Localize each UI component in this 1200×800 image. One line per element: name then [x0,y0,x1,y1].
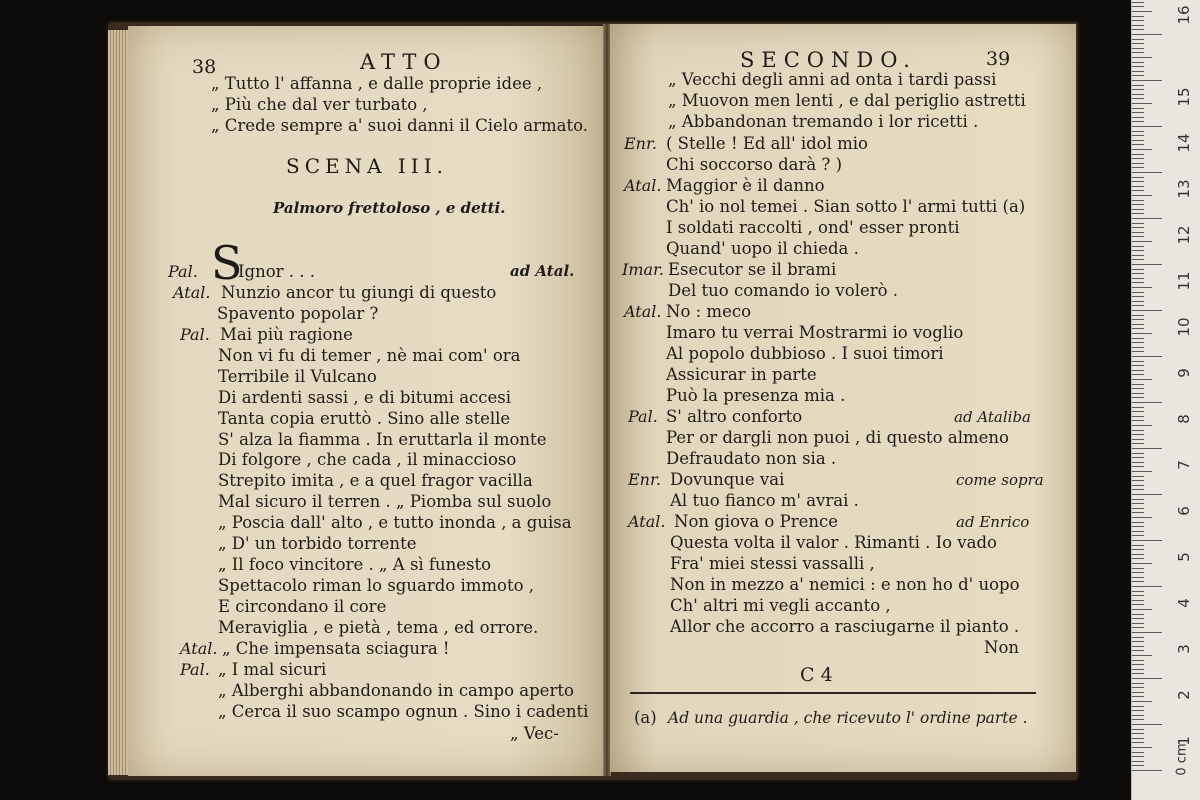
ruler-tick [1132,476,1144,477]
verse-line: „ Più che dal ver turbato , [211,95,428,114]
ruler-tick [1132,402,1162,403]
speaker-imar: Imar. [622,260,665,279]
ruler-tick [1132,724,1162,725]
ruler-tick [1132,57,1152,58]
ruler-tick [1132,742,1144,743]
verse-line: „ Vecchi degli anni ad onta i tardi passi [668,70,997,89]
ruler-tick [1132,250,1144,251]
ruler-tick [1132,738,1144,739]
stage-aside: come sopra [956,471,1044,489]
ruler-tick [1132,462,1144,463]
ruler-tick [1132,190,1144,191]
verse-line: E circondano il core [218,597,387,616]
ruler-tick [1132,269,1144,270]
ruler-tick [1132,756,1144,757]
ruler-tick [1132,319,1144,320]
footnote-marker: (a) [634,708,657,727]
verse-line: Defraudato non sia . [666,449,837,468]
catchword: „ Vec- [510,724,559,743]
speaker-atal: Atal. [624,176,662,195]
ruler-tick [1132,761,1144,762]
ruler-tick [1132,770,1162,771]
stage-aside: ad Enrico [956,513,1030,531]
ruler-tick [1132,213,1144,214]
ruler-tick [1132,365,1144,366]
ruler-tick [1132,34,1162,35]
ruler-tick [1132,379,1152,380]
ruler-tick [1132,218,1162,219]
ruler-tick [1132,108,1144,109]
ruler-tick [1132,752,1144,753]
ruler-tick [1132,494,1162,495]
ruler-tick [1132,393,1144,394]
ruler-tick [1132,646,1144,647]
ruler-tick [1132,80,1162,81]
verse-line: Questa volta il valor . Rimanti . Io vado [670,533,997,552]
ruler-tick [1132,177,1144,178]
verse-line: ( Stelle ! Ed all' idol mio [666,134,868,153]
ruler-tick [1132,719,1144,720]
ruler-tick [1132,609,1152,610]
verse-line: Esecutor se il brami [668,260,837,279]
ruler-tick [1132,549,1144,550]
ruler-tick [1132,62,1144,63]
verse-line: Per or dargli non puoi , di questo almeno [666,428,1009,447]
ruler-tick [1132,75,1144,76]
ruler-tick [1132,347,1144,348]
ruler-tick [1132,135,1144,136]
ruler-number: 15 [1175,87,1193,107]
ruler-tick [1132,48,1144,49]
verse-line: Allor che accorro a rasciugarne il pianto . [670,617,1020,636]
speaker-enr: Enr. [628,470,661,489]
verse-line: Di ardenti sassi , e di bitumi accesi [218,388,512,407]
ruler-tick [1132,696,1144,697]
ruler-tick [1132,531,1144,532]
verse-line: „ Tutto l' affanna , e dalle proprie idee , [211,74,543,93]
ruler-tick [1132,43,1144,44]
ruler-tick [1132,655,1152,656]
ruler-tick [1132,416,1144,417]
ruler-tick [1132,126,1162,127]
ruler-tick [1132,374,1144,375]
verse-line: „ Il foco vincitore . „ A sì funesto [218,555,492,574]
verse-line: „ Alberghi abbandonando in campo aperto [218,681,574,700]
ruler-tick [1132,572,1144,573]
ruler-tick [1132,660,1144,661]
ruler-tick [1132,715,1144,716]
ruler-tick [1132,443,1144,444]
ruler-number: 1 [1175,736,1193,746]
verse-line: Maggior è il danno [666,176,825,195]
ruler-number: 3 [1175,644,1193,654]
ruler-number: 9 [1175,368,1193,378]
ruler-number: 7 [1175,460,1193,470]
ruler-tick [1132,683,1144,684]
verse-line: Quand' uopo il chieda . [666,239,859,258]
ruler-tick [1132,577,1144,578]
ruler-tick [1132,457,1144,458]
ruler-tick [1132,342,1144,343]
verse-line: S' alza la fiamma . In eruttarla il monte [218,430,547,449]
ruler-tick [1132,236,1144,237]
ruler-tick [1132,632,1162,633]
ruler-tick [1132,701,1152,702]
verse-line: Non giova o Prence [674,512,838,531]
ruler-tick [1132,614,1144,615]
speaker-pal: Pal. [180,325,210,344]
footnote-text: Ad una guardia , che ricevuto l' ordine parte . [668,709,1028,727]
ruler-tick [1132,568,1144,569]
ruler-tick [1132,131,1144,132]
ruler-tick [1132,163,1144,164]
right-page [610,24,1076,772]
ruler-tick [1132,2,1144,3]
ruler-tick [1132,273,1144,274]
verse-line: Mal sicuro il terren . „ Piomba sul suolo [218,492,552,511]
ruler-unit-label: 0 cm [1174,743,1190,776]
ruler-tick [1132,623,1144,624]
ruler-number: 10 [1175,317,1193,337]
verse-line: „ D' un torbido torrente [218,534,417,553]
verse-line: S' altro conforto [666,407,803,426]
ruler-tick [1132,6,1144,7]
ruler-tick [1132,439,1144,440]
ruler-tick [1132,600,1144,601]
verse-line: Può la presenza mia . [666,386,846,405]
ruler-tick [1132,466,1144,467]
ruler-tick [1132,637,1144,638]
ruler-tick [1132,259,1144,260]
ruler-tick [1132,706,1144,707]
ruler-tick [1132,687,1144,688]
ruler-tick [1132,453,1144,454]
ruler-tick [1132,586,1162,587]
ruler-tick [1132,140,1144,141]
ruler-tick [1132,361,1144,362]
ruler-number: 6 [1175,506,1193,516]
ruler-tick [1132,227,1144,228]
stage-aside: ad Atal. [510,262,575,280]
ruler-tick [1132,158,1144,159]
ruler-tick [1132,425,1152,426]
ruler-tick [1132,121,1144,122]
ruler-tick [1132,673,1144,674]
verse-line: „ Abbandonan tremando i lor ricetti . [668,112,979,131]
ruler-tick [1132,388,1144,389]
ruler-tick [1132,434,1144,435]
ruler-number: 13 [1175,179,1193,199]
verse-line: Al popolo dubbioso . I suoi timori [666,344,944,363]
ruler-tick [1132,66,1144,67]
ruler-tick [1132,678,1162,679]
verse-line: „ Muovon men lenti , e dal periglio astretti [668,91,1026,110]
verse-line: Dovunque vai [670,470,785,489]
left-running-head: ATTO [360,50,448,74]
verse-line: „ I mal sicuri [218,660,327,679]
catchword: Non [984,638,1019,657]
ruler-tick [1132,117,1144,118]
ruler-tick [1132,512,1144,513]
ruler-tick [1132,351,1144,352]
verse-line: Chi soccorso darà ? ) [666,155,843,174]
ruler-tick [1132,278,1144,279]
verse-line: Ch' io nol temei . Sian sotto l' armi tutti (a) [666,197,1026,216]
ruler-tick [1132,255,1144,256]
ruler-tick [1132,558,1144,559]
ruler-tick [1132,729,1144,730]
ruler-tick [1132,29,1144,30]
verse-line: Fra' miei stessi vassalli , [670,554,875,573]
ruler-tick [1132,733,1144,734]
ruler-tick [1132,338,1144,339]
ruler-tick [1132,430,1144,431]
verse-line: Ch' altri mi vegli accanto , [670,596,891,615]
ruler-tick [1132,485,1144,486]
verse-line: Di folgore , che cada , il minaccioso [218,450,517,469]
left-page-number: 38 [192,56,217,78]
ruler-tick [1132,209,1144,210]
ruler-tick [1132,563,1152,564]
ruler-tick [1132,448,1162,449]
ruler-tick [1132,627,1144,628]
drop-cap: S [211,236,243,290]
ruler-tick [1132,112,1144,113]
ruler-tick [1132,103,1152,104]
ruler-tick [1132,324,1144,325]
ruler-tick [1132,305,1144,306]
verse-line: Nunzio ancor tu giungi di questo [221,283,497,302]
verse-line: I soldati raccolti , ond' esser pronti [666,218,960,237]
verse-line: No : meco [666,302,752,321]
ruler-tick [1132,503,1144,504]
stage-direction: Palmoro frettoloso , e detti. [273,199,506,217]
ruler-tick [1132,172,1162,173]
ruler-tick [1132,98,1144,99]
ruler-tick [1132,397,1144,398]
ruler-tick [1132,223,1144,224]
measuring-ruler [1131,0,1200,800]
ruler-number: 14 [1175,133,1193,153]
ruler-tick [1132,517,1152,518]
ruler-tick [1132,195,1152,196]
ruler-tick [1132,144,1144,145]
ruler-tick [1132,710,1144,711]
ruler-tick [1132,650,1144,651]
ruler-tick [1132,545,1144,546]
speaker-atal: Atal. [624,302,662,321]
ruler-tick [1132,246,1144,247]
ruler-tick [1132,282,1144,283]
speaker-atal: Atal. [173,283,211,302]
ruler-tick [1132,540,1162,541]
ruler-tick [1132,526,1144,527]
ruler-tick [1132,52,1144,53]
ruler-tick [1132,595,1144,596]
ruler-tick [1132,333,1152,334]
ruler-tick [1132,89,1144,90]
ruler-tick [1132,581,1144,582]
ruler-number: 11 [1175,271,1193,291]
verse-line: Tanta copia eruttò . Sino alle stelle [218,409,511,428]
ruler-tick [1132,747,1152,748]
ruler-tick [1132,669,1144,670]
verse-line: Al tuo fianco m' avrai . [670,491,859,510]
ruler-tick [1132,664,1144,665]
ruler-tick [1132,39,1144,40]
footnote-rule [630,692,1036,694]
ruler-tick [1132,204,1144,205]
ruler-tick [1132,301,1144,302]
ruler-tick [1132,471,1152,472]
ruler-tick [1132,480,1144,481]
ruler-number: 4 [1175,598,1193,608]
ruler-tick [1132,499,1144,500]
speaker-enr: Enr. [624,134,657,153]
verse-line: „ Cerca il suo scampo ognun . Sino i cadenti [218,702,589,721]
ruler-tick [1132,604,1144,605]
verse-line: Meraviglia , e pietà , tema , ed orrore. [218,618,539,637]
ruler-tick [1132,11,1152,12]
ruler-number: 12 [1175,225,1193,245]
verse-line: „ Che impensata sciagura ! [222,639,450,658]
ruler-tick [1132,591,1144,592]
ruler-tick [1132,384,1144,385]
scene-title: SCENA III. [286,154,448,178]
ruler-tick [1132,489,1144,490]
ruler-tick [1132,296,1144,297]
ruler-tick [1132,522,1144,523]
ruler-tick [1132,264,1162,265]
ruler-tick [1132,641,1144,642]
ruler-number: 16 [1175,5,1193,25]
verse-line: Strepito imita , e a quel fragor vacilla [218,471,533,490]
verse-line: Non vi fu di temer , nè mai com' ora [218,346,521,365]
speaker-pal: Pal. [168,262,198,281]
ruler-tick [1132,20,1144,21]
ruler-tick [1132,167,1144,168]
ruler-tick [1132,370,1144,371]
right-running-head: SECONDO. [740,48,917,72]
ruler-number: 2 [1175,690,1193,700]
ruler-tick [1132,241,1152,242]
verse-line: Spettacolo riman lo sguardo immoto , [218,576,535,595]
ruler-tick [1132,154,1144,155]
ruler-tick [1132,420,1144,421]
ruler-tick [1132,149,1152,150]
speaker-pal: Pal. [180,660,210,679]
ruler-tick [1132,16,1144,17]
ruler-tick [1132,292,1144,293]
ruler-tick [1132,232,1144,233]
ruler-tick [1132,411,1144,412]
verse-line: Assicurar in parte [666,365,817,384]
verse-line: Ignor . . . [238,262,315,281]
ruler-tick [1132,85,1144,86]
verse-line: Non in mezzo a' nemici : e non ho d' uopo [670,575,1020,594]
verse-line: Imaro tu verrai Mostrarmi io voglio [666,323,964,342]
speaker-atal: Atal. [180,639,218,658]
speaker-atal: Atal. [628,512,666,531]
verse-line: „ Crede sempre a' suoi danni il Cielo armato. [211,116,588,135]
verse-line: Spavento popolar ? [217,304,379,323]
ruler-tick [1132,508,1144,509]
ruler-tick [1132,94,1144,95]
ruler-tick [1132,186,1144,187]
verse-line: „ Poscia dall' alto , e tutto inonda , a guisa [218,513,572,532]
ruler-tick [1132,181,1144,182]
signature-mark: C 4 [800,664,833,686]
verse-line: Terribile il Vulcano [218,367,377,386]
ruler-tick [1132,310,1162,311]
ruler-tick [1132,200,1144,201]
ruler-tick [1132,356,1162,357]
ruler-tick [1132,765,1144,766]
ruler-tick [1132,407,1144,408]
ruler-tick [1132,328,1144,329]
ruler-number: 5 [1175,552,1193,562]
speaker-pal: Pal. [628,407,658,426]
stage-aside: ad Ataliba [954,408,1031,426]
right-page-number: 39 [986,48,1011,70]
ruler-tick [1132,618,1144,619]
left-page [128,26,604,776]
ruler-tick [1132,315,1144,316]
ruler-tick [1132,25,1144,26]
verse-line: Del tuo comando io volerò . [668,281,899,300]
verse-line: Mai più ragione [220,325,353,344]
ruler-number: 8 [1175,414,1193,424]
ruler-tick [1132,535,1144,536]
ruler-tick [1132,71,1144,72]
ruler-tick [1132,287,1152,288]
ruler-tick [1132,554,1144,555]
ruler-tick [1132,692,1144,693]
